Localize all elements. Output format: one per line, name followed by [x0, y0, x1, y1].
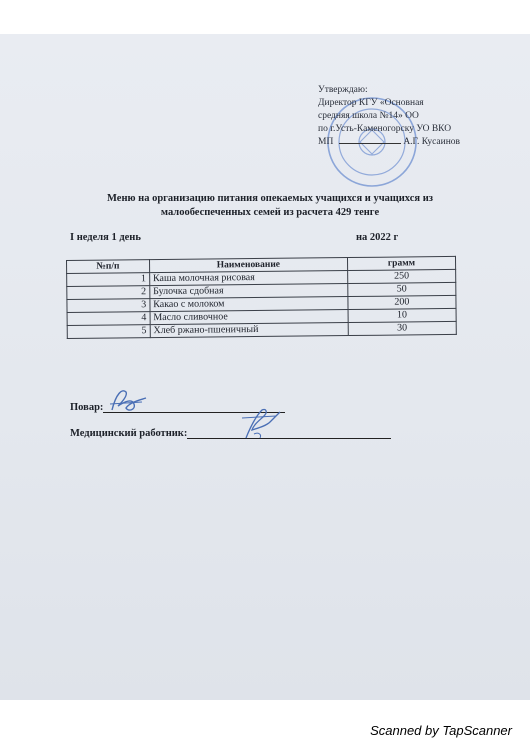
- row-dish: Хлеб ржано-пшеничный: [150, 323, 348, 338]
- approval-line-3: средняя школа №14» ОО: [318, 111, 419, 121]
- row-number: 4: [67, 312, 150, 326]
- row-number: 2: [67, 286, 150, 300]
- row-number: 1: [67, 273, 150, 287]
- table-row: [67, 321, 456, 338]
- row-grams: 50: [348, 282, 456, 296]
- cook-signature: [106, 384, 150, 418]
- cook-label: Повар:: [70, 402, 104, 413]
- row-dish: Масло сливочное: [150, 310, 348, 325]
- row-dish: Каша молочная рисовая: [149, 271, 347, 286]
- row-number: 5: [67, 325, 150, 339]
- menu-title-line-2: малообеспеченных семей из расчета 429 тенге: [160, 207, 380, 218]
- director-signature-blank: [339, 143, 401, 144]
- menu-title-line-1: Меню на организацию питания опекаемых учащихся и учащихся из: [107, 193, 433, 204]
- row-grams: 250: [347, 269, 455, 283]
- menu-title: [40, 192, 500, 220]
- row-grams: 10: [348, 308, 456, 322]
- approval-line-1: Утверждаю:: [318, 85, 368, 95]
- medic-signature-line: [187, 438, 391, 439]
- mp-label: МП: [318, 137, 334, 147]
- header-grams: грамм: [347, 256, 455, 270]
- week-day-label: I неделя 1 день: [70, 232, 141, 243]
- approval-block: [318, 84, 523, 149]
- medic-label: Медицинский работник:: [70, 428, 188, 439]
- row-dish: Булочка сдобная: [150, 284, 348, 299]
- row-grams: 30: [348, 321, 456, 335]
- medic-signature: [236, 404, 284, 444]
- header-number: №п/п: [67, 260, 150, 274]
- medic-signature-row: [70, 428, 391, 439]
- approval-line-4: по г.Усть-Каменогорску УО ВКО: [318, 124, 452, 134]
- header-name: Наименование: [149, 258, 347, 273]
- document-page: [0, 34, 530, 700]
- approval-signer-line: [318, 136, 523, 149]
- approval-line-2: Директор КГУ «Основная: [318, 98, 424, 108]
- menu-table: [66, 256, 457, 339]
- row-number: 3: [67, 299, 150, 313]
- row-grams: 200: [348, 295, 456, 309]
- year-label: на 2022 г: [356, 232, 399, 243]
- scanner-watermark: Scanned by TapScanner: [370, 723, 512, 738]
- row-dish: Какао с молоком: [150, 297, 348, 312]
- signer-name: А.Г. Кусаинов: [403, 137, 461, 147]
